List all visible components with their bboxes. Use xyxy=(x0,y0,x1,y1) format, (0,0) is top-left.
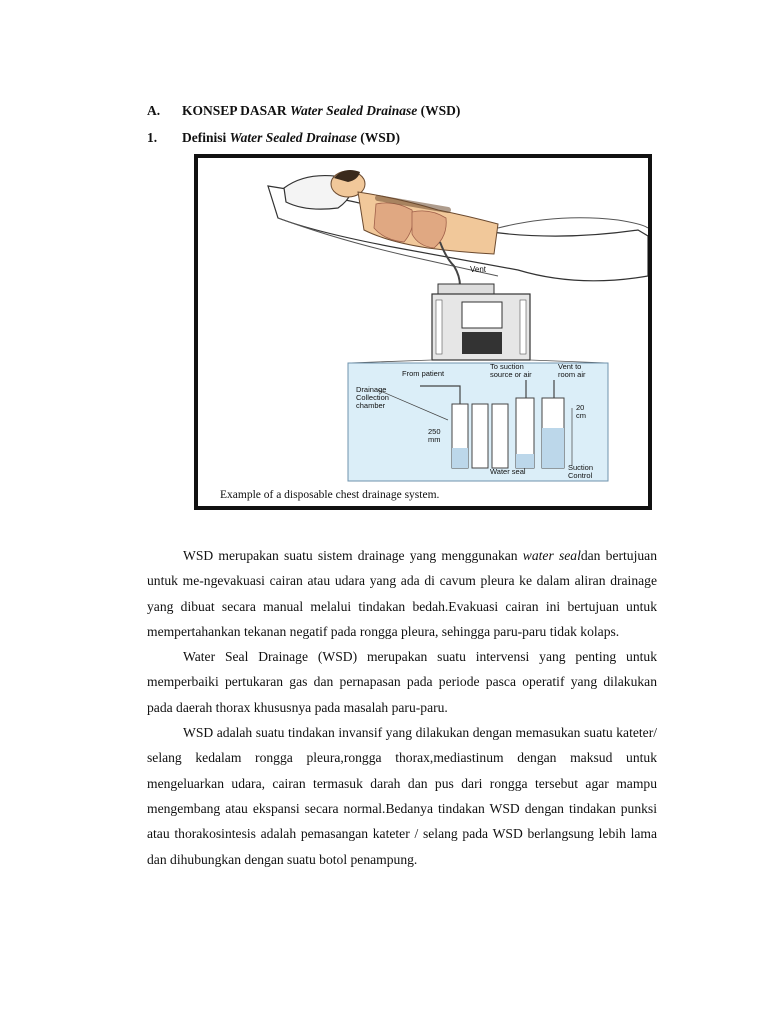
drainage-label-3: chamber xyxy=(356,401,386,410)
section-title-suffix: (WSD) xyxy=(417,103,461,118)
subsection-title-prefix: Definisi xyxy=(182,130,230,145)
unit-left-scale xyxy=(436,300,442,354)
water-seal-fluid xyxy=(516,454,534,468)
suction-fluid xyxy=(542,428,564,468)
unit-right-scale xyxy=(520,300,526,354)
chest-drainage-illustration xyxy=(198,158,648,506)
paragraph-3: WSD adalah suatu tindakan invansif yang dilakukan dengan memasukan suatu kateter/ selang kedalam rongga pleura,rongga thorax,mediastinum dengan maksud untuk mengeluarkan udara, cairan termasuk darah dan pus dari rongga tersebut agar mampu mengembang atau ekspansi secara normal.Bedanya tindakan WSD dengan tindakan punksi atau thorakosintesis adalah pemasangan kateter / selang pada WSD berlangsung lebih lama dan dihubungkan dengan suatu botol penampung. xyxy=(147,725,657,867)
drainage-label-2: Collection xyxy=(356,393,389,402)
vent-label: Vent xyxy=(470,265,487,274)
water-seal-label: Water seal xyxy=(490,467,526,476)
volume-label-1: 250 xyxy=(428,427,441,436)
subsection-heading-1 xyxy=(147,130,400,146)
vent-to-label-1: Vent to xyxy=(558,362,582,371)
unit-window xyxy=(462,302,502,328)
subsection-title-suffix: (WSD) xyxy=(356,130,401,145)
section-heading-a xyxy=(147,103,460,119)
unit-top-cap xyxy=(438,284,494,294)
chest-drainage-figure xyxy=(194,154,652,510)
unit-panel xyxy=(462,332,502,354)
collection-chamber-2 xyxy=(472,404,488,468)
section-title-prefix: KONSEP DASAR xyxy=(182,103,291,118)
paragraph-1 xyxy=(147,543,657,644)
volume-label-2: mm xyxy=(428,435,441,444)
height-label-1: 20 xyxy=(576,403,585,412)
fluid-level xyxy=(452,448,468,468)
paragraph-2: Water Seal Drainage (WSD) merupakan suatu intervensi yang penting untuk memperbaiki pertukaran gas dan pernapasan pada periode pasca operatif yang dilakukan pada daerah thorax khususnya pada masalah paru-paru. xyxy=(147,649,657,715)
drainage-label-1: Drainage xyxy=(356,385,387,394)
collection-chamber-3 xyxy=(492,404,508,468)
section-title-italic: Water Sealed Drainase xyxy=(290,103,418,118)
blanket-fold xyxy=(498,218,648,228)
from-patient-label: From patient xyxy=(402,369,445,378)
to-suction-label-2: source or air xyxy=(490,370,532,379)
p1-text-after: dan bertujuan untuk me-ngevakuasi cairan atau udara yang ada di cavum pleura ke dalam aliran drainage yang dibuat secara manual melalui tindakan bedah.Evakuasi cairan ini bertujuan untuk mempertahankan tekanan negatif pada rongga pleura, sehingga paru-paru tidak kolaps. xyxy=(147,548,657,639)
height-label-2: cm xyxy=(576,411,586,420)
subsection-title-italic: Water Sealed Drainase xyxy=(229,130,357,145)
vent-to-label-2: room air xyxy=(558,370,586,379)
subsection-number: 1. xyxy=(147,130,158,145)
body-text xyxy=(147,543,657,872)
suction-label-1: Suction xyxy=(568,463,594,472)
p1-text-before: WSD merupakan suatu sistem drainage yang menggunakan xyxy=(183,548,523,563)
suction-label-2: Control xyxy=(568,471,593,480)
section-number: A. xyxy=(147,103,161,118)
to-suction-label-1: To suction xyxy=(490,362,524,371)
figure-caption: Example of a disposable chest drainage system. xyxy=(220,489,440,501)
p1-text-italic: water seal xyxy=(522,548,581,563)
